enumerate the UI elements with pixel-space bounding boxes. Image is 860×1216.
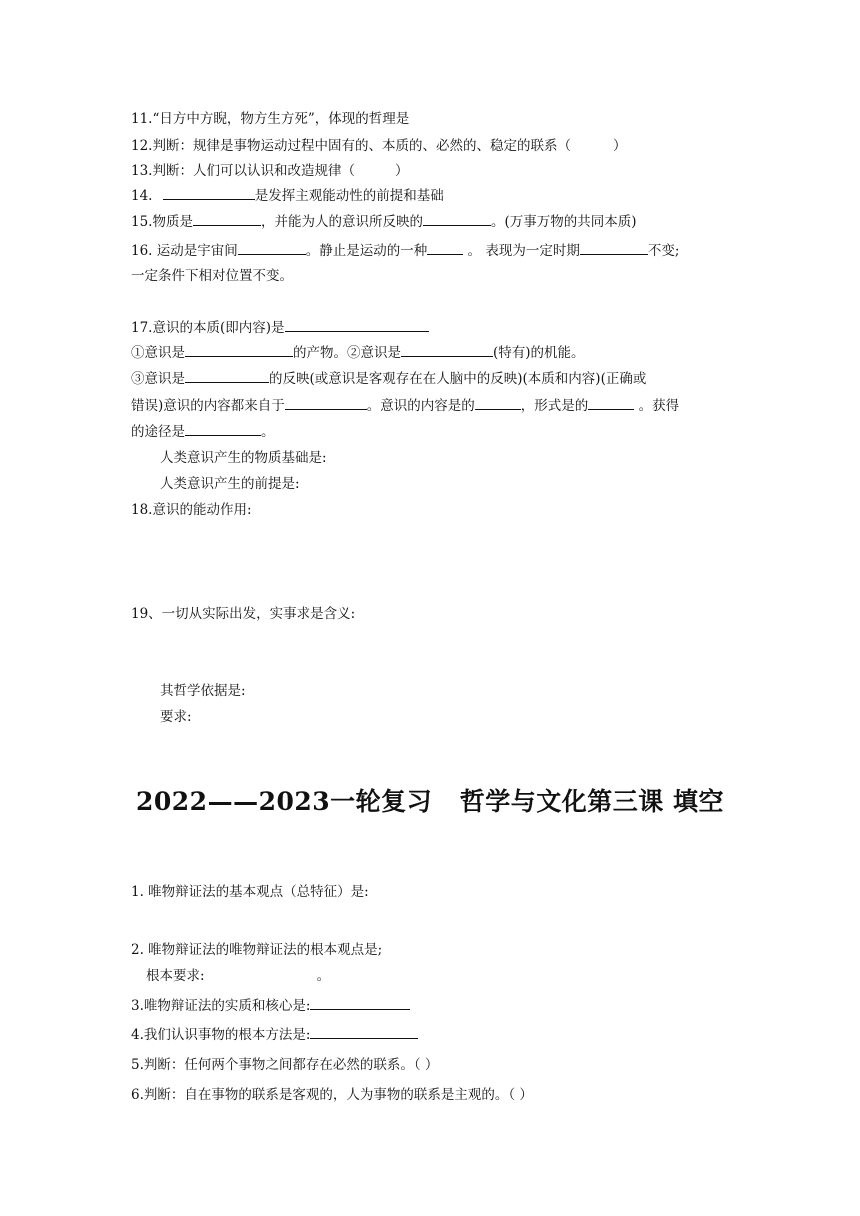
q16-blank-3[interactable] — [580, 241, 648, 255]
philosophy-text: 其哲学依据是: — [160, 683, 246, 699]
q17-4-text-c: ，形式是的 — [520, 398, 589, 414]
s2-q2-text: 2. 唯物辩证法的唯物辩证法的根本观点是; — [131, 942, 383, 958]
q16-text-e: 一定条件下相对位置不变。 — [131, 268, 293, 284]
q15-blank-1[interactable] — [193, 212, 261, 226]
s2-q3-text: 3.唯物辩证法的实质和核心是: — [131, 998, 311, 1014]
q17-4-blank-3[interactable] — [588, 396, 634, 410]
q16-blank-2[interactable] — [427, 241, 463, 255]
requirement-text: 要求: — [160, 709, 192, 725]
q13 — [131, 161, 408, 181]
q17-4-text-b: 。意识的内容是的 — [366, 398, 475, 414]
q12 — [131, 136, 626, 156]
q17-1-text-a: ①意识是 — [131, 345, 185, 361]
q17-line-4 — [131, 396, 679, 416]
q17-4-blank-1[interactable] — [285, 396, 367, 410]
q15-blank-2[interactable] — [423, 212, 491, 226]
q15 — [131, 212, 637, 232]
s2-q3-blank[interactable] — [310, 996, 410, 1010]
s2-q2-requirement — [146, 966, 330, 986]
q13-close: ） — [394, 163, 409, 179]
s2-q2-req-end: 。 — [316, 968, 331, 984]
q18-text: 18.意识的能动作用: — [131, 502, 252, 518]
q16-text-d: 不变; — [647, 243, 680, 259]
q17-1-text-c: (特有)的机能。 — [493, 345, 585, 361]
s2-q1 — [131, 882, 369, 902]
s2-q6-text: 6.判断：自在事物的联系是客观的，人为事物的联系是主观的。（ ） — [131, 1087, 533, 1103]
q17-3-blank[interactable] — [185, 369, 269, 383]
q11 — [131, 109, 409, 129]
q14-blank[interactable] — [163, 186, 255, 200]
consciousness-premise — [160, 474, 300, 494]
q16-text-c: 。 表现为一定时期 — [463, 243, 580, 259]
q17-3-text-b: 的反映(或意识是客观存在在人脑中的反映)(本质和内容)(正确或 — [269, 371, 647, 387]
consciousness-basis — [160, 448, 327, 468]
q14 — [131, 186, 444, 206]
q17-3-text-a: ③意识是 — [131, 371, 185, 387]
s2-q1-text: 1. 唯物辩证法的基本观点（总特征）是: — [131, 884, 369, 900]
q17-1-blank-2[interactable] — [401, 343, 493, 357]
q19-philosophy — [160, 681, 246, 701]
s2-q3 — [131, 996, 410, 1016]
q17-line-5 — [131, 422, 275, 442]
s2-q4 — [131, 1025, 418, 1045]
q14-num: 14. — [131, 188, 157, 204]
q17-line-3 — [131, 369, 646, 389]
q17-blank[interactable] — [285, 318, 429, 332]
q17-4-text-d: 。获得 — [634, 398, 680, 414]
s2-q2 — [131, 940, 382, 960]
q19-requirement — [160, 707, 192, 727]
q16-text-a: 16. 运动是宇宙间 — [131, 243, 238, 259]
q17 — [131, 318, 429, 338]
section-title: 2022——2023一轮复习 哲学与文化第三课 填空 — [136, 787, 724, 816]
q17-line-1 — [131, 343, 585, 363]
q16-text-b: 。静止是运动的一种 — [305, 243, 428, 259]
q16 — [131, 241, 679, 261]
q18 — [131, 500, 252, 520]
q17-1-blank-1[interactable] — [185, 343, 293, 357]
q11-text: 11.“日方中方睨，物方生方死”，体现的哲理是 — [131, 111, 410, 127]
q15-text-a: 15.物质是 — [131, 214, 193, 230]
s2-q5-text: 5.判断：任何两个事物之间都存在必然的联系。（ ） — [131, 1057, 439, 1073]
s2-q5 — [131, 1055, 438, 1075]
q19-text: 19、一切从实际出发，实事求是含义: — [131, 606, 356, 622]
q15-text-b: ，并能为人的意识所反映的 — [260, 214, 423, 230]
s2-q2-req-label: 根本要求: — [146, 968, 205, 984]
q17-text: 17.意识的本质(即内容)是 — [131, 320, 285, 336]
q16-cont — [131, 266, 293, 286]
q12-close: ） — [612, 138, 627, 154]
premise-text: 人类意识产生的前提是: — [160, 476, 300, 492]
q16-blank-1[interactable] — [238, 241, 306, 255]
basis-text: 人类意识产生的物质基础是: — [160, 450, 327, 466]
q17-4-text-a: 错误)意识的内容都来自于 — [131, 398, 285, 414]
q17-1-text-b: 的产物。②意识是 — [293, 345, 401, 361]
q17-5-text-a: 的途径是 — [131, 424, 185, 440]
s2-q4-text: 4.我们认识事物的根本方法是: — [131, 1027, 311, 1043]
q17-4-blank-2[interactable] — [475, 396, 521, 410]
q17-5-text-b: 。 — [261, 424, 275, 440]
q15-text-c: 。(万事万物的共同本质) — [490, 214, 637, 230]
s2-q6 — [131, 1085, 533, 1105]
q17-5-blank[interactable] — [185, 422, 261, 436]
s2-q4-blank[interactable] — [310, 1025, 418, 1039]
q12-text: 12.判断：规律是事物运动过程中固有的、本质的、必然的、稳定的联系（ — [131, 138, 571, 154]
q13-text: 13.判断：人们可以认识和改造规律（ — [131, 163, 355, 179]
q14-text: 是发挥主观能动性的前提和基础 — [254, 188, 444, 204]
q19 — [131, 604, 355, 624]
